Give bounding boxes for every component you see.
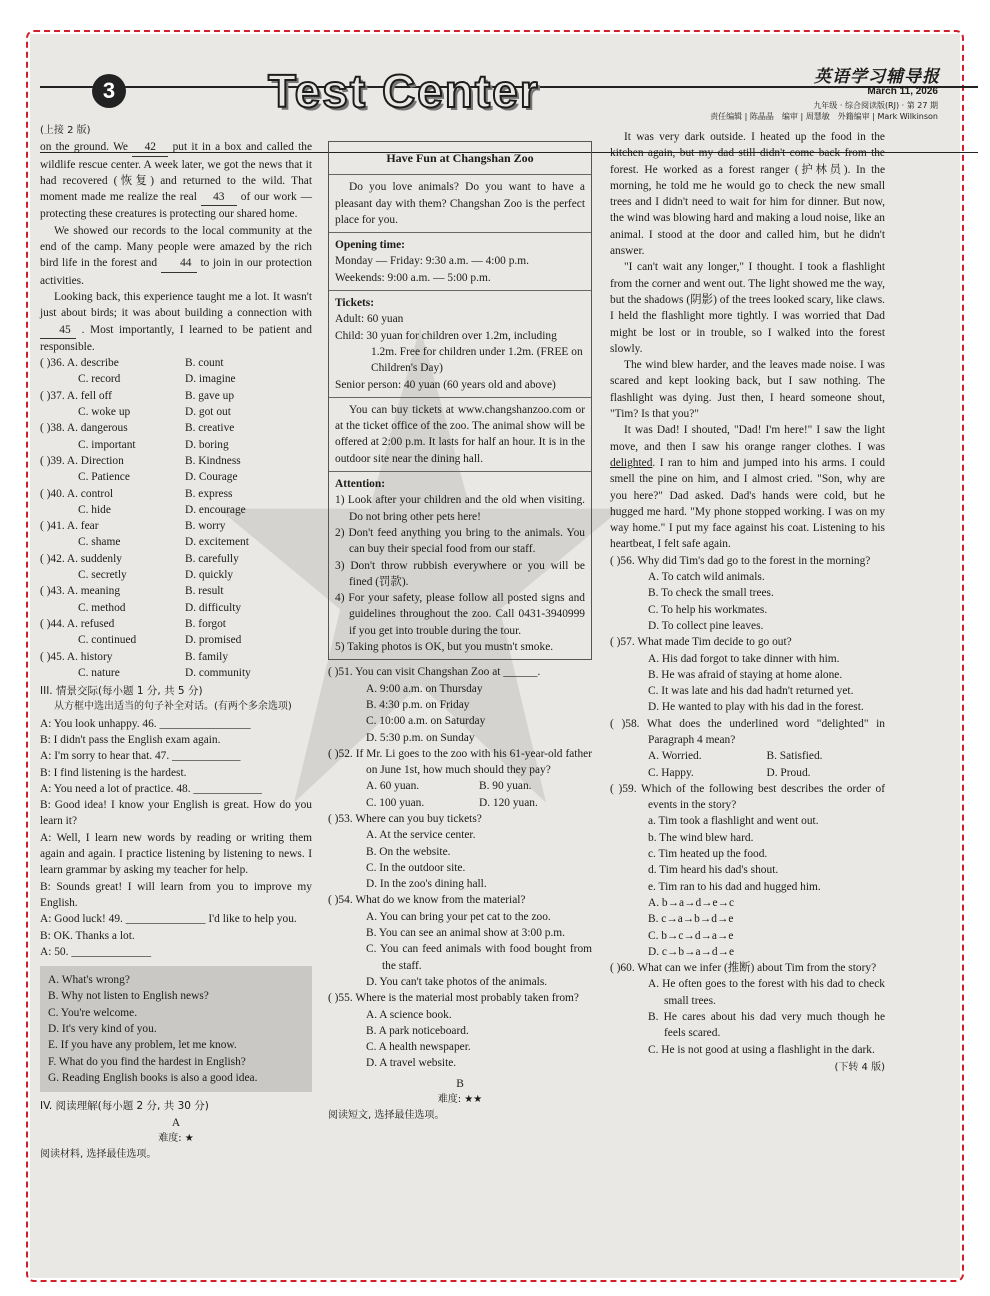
notice-title: Have Fun at Changshan Zoo xyxy=(386,151,534,165)
section-instruction: 阅读材料, 选择最佳选项。 xyxy=(40,1149,157,1161)
choice-item: ( )44. A. refused B. forgot C. continued D. promised xyxy=(40,617,242,647)
question: ( )60. What can we infer (推断) about Tim from the story? A. He often goes to the forest with his dad to check small trees. B. He cares about his dad very much though he feels scared. C. He is not good at using a flashlight in the dark. xyxy=(610,962,885,1056)
question: ( )51. You can visit Changshan Zoo at ______. A. 9:00 a.m. on Thursday B. 4:30 p.m. on Friday C. 10:00 a.m. on Saturday D. 5:30 p.m. on Sunday xyxy=(328,666,541,744)
attention: Attention: 1) Look after your children and the old when visiting. Do not bring other pets here! 2) Don't feed anything you bring to the animals. You can buy their special food from our staff. 3) Don't throw rubbish everywhere or you will be fined (罚款). 4) For your safety, please follow all posted signs and guidelines throughout the zoo. Call 0431-3940999 if you get into trouble during the tour. 5) Taking photos is OK, but you mustn't smoke. xyxy=(329,471,591,659)
zoo-notice xyxy=(328,141,592,660)
subsection-label: B xyxy=(456,1077,464,1090)
option-item: F. What do you find the hardest in English? xyxy=(48,1055,246,1068)
question: ( )52. If Mr. Li goes to the zoo with his 61-year-old father on June 1st, how much should they pay? A. 60 yuan. B. 90 yuan. C. 100 yuan. D. 120 yuan. xyxy=(328,747,592,809)
option-item: A. What's wrong? xyxy=(48,974,130,987)
choice-item: ( )41. A. fear B. worry C. shame D. excitement xyxy=(40,520,249,549)
story-paragraph: It was Dad! I shouted, "Dad! I'm here!" I saw the light move, and then I saw his orange ranger clothes. I was delighted. I ran to him and jumped into his arms. I could smell the pine on him, and I almost cried. "Son, why are you here?" Dad asked. Dad's hands were cold, but he hugged me hard. "My phone stopped working. I was on my way home." I put my face against his coat. Listening to his heartbeat, I felt safe again. xyxy=(610,424,885,551)
choice-item: ( )39. A. Direction B. Kindness C. Patience D. Courage xyxy=(40,454,241,484)
tickets: Tickets: Adult: 60 yuan Child: 30 yuan for children over 1.2m, including 1.2m. Free for children under 1.2m. (FREE on Children's Day) Senior person: 40 yuan (60 years old and above) xyxy=(329,290,591,397)
blank-45: 45 xyxy=(40,322,76,339)
question: ( )54. What do we know from the material? A. You can bring your pet cat to the zoo. B. You can see an animal show at 3:00 p.m. C. You can feed animals with food bought from the staff. D. You can't take photos of the animals. xyxy=(328,894,592,988)
dialogue-line: B: Good idea! I know your English is great. How do you learn it? xyxy=(40,799,312,828)
option-item: G. Reading English books is also a good idea. xyxy=(48,1071,258,1084)
difficulty-label: 难度: ★★ xyxy=(437,1094,483,1106)
continued-note: (上接 2 版) xyxy=(40,125,91,136)
dialogue-line: B: I didn't pass the English exam again. xyxy=(40,733,221,746)
passage-paragraph: Looking back, this experience taught me a lot. It wasn't just about birds; it was about building a connection with 45 . Most importantly, I learned to be patient and responsible. xyxy=(40,290,312,353)
option-item: D. It's very kind of you. xyxy=(48,1023,157,1036)
story-paragraph: It was very dark outside. I heated up the food in the kitchen again, but my dad still didn't come back from the forest. He worked as a forest ranger (护林员). In the morning, he told me he would go to check the new small trees and I didn't need to wait for him for dinner. But now, the wind was blowing hard and making a loud noise, like an animal. I stood at the door and called him, but he didn't answer. xyxy=(610,131,885,258)
column-right xyxy=(610,129,885,1076)
question: ( )57. What made Tim decide to go out? A. His dad forgot to take dinner with him. B. He was afraid of staying at home alone. C. It was late and his dad hadn't returned yet. D. He wanted to play with his dad in the forest. xyxy=(610,636,864,714)
issue-info: 九年级 · 综合阅读版(RJ) · 第 27 期 xyxy=(813,101,938,110)
options-box xyxy=(40,966,312,1092)
cloze-choices xyxy=(40,355,312,681)
choice-item: ( )40. A. control B. express C. hide D. encourage xyxy=(40,487,246,516)
dialogue-line: A: Well, I learn new words by reading or writing them again and again. I practice listening by listening to news. I learn grammar by asking my teacher for help. xyxy=(40,831,312,877)
option-item: E. If you have any problem, let me know. xyxy=(48,1039,237,1052)
subsection-label: A xyxy=(171,1116,181,1129)
passage-paragraph: We showed our records to the local community at the end of the camp. Many people were amazed by the rich bird life in the forest and 44 to join in our protection activities. xyxy=(40,224,312,287)
dialogue-line: B: Sounds great! I will learn from you to improve my English. xyxy=(40,880,312,909)
option-item: B. Why not listen to English news? xyxy=(48,990,209,1003)
opening-time: Opening time: Monday — Friday: 9:30 a.m. — 4:00 p.m. Weekends: 9:00 a.m. — 5:00 p.m. xyxy=(329,232,591,290)
question: ( )56. Why did Tim's dad go to the forest in the morning? A. To catch wild animals. B. To check the small trees. C. To help his workmates. D. To collect pine leaves. xyxy=(610,554,871,632)
notice-intro: Do you love animals? Do you want to have a pleasant day with them? Changshan Zoo is the perfect place for you. xyxy=(329,174,591,232)
question: ( )58. What does the underlined word "delighted" in Paragraph 4 mean? A. Worried. B. Satisfied. C. Happy. D. Proud. xyxy=(610,717,885,779)
page-number-badge: 3 xyxy=(92,74,126,108)
choice-item: ( )42. A. suddenly B. carefully C. secretly D. quickly xyxy=(40,552,239,582)
page-title: Test Center xyxy=(268,65,540,117)
dialogue xyxy=(40,716,312,960)
issue-date: March 11, 2026 xyxy=(867,86,938,97)
choice-item: ( )37. A. fell off B. gave up C. woke up D. got out xyxy=(40,389,235,419)
section-heading: IV. 阅读理解(每小题 2 分, 共 30 分) xyxy=(40,1100,209,1113)
story-paragraph: "I can't wait any longer," I thought. I took a flashlight from the corner and went out. The light showed me the way, but the shadows (阴影) of the trees looked scary, like claws. I held the flashlight more tightly. I was worried that Dad might be lost or in trouble, so I walked into the forest slowly. xyxy=(610,261,885,355)
section-instruction: 从方框中选出适当的句子补全对话。(有两个多余选项) xyxy=(54,701,292,713)
dialogue-line: B: I find listening is the hardest. xyxy=(40,766,187,779)
editors-line: 责任编辑 | 陈晶晶 编审 | 周慧敏 外籍编审 | Mark Wilkinson xyxy=(710,112,938,121)
question: ( )59. Which of the following best describes the order of events in the story? a. Tim took a flashlight and went out. b. The wind blew hard. c. Tim heated up the food. d. Tim heard his dad's shout. e. Tim ran to his dad and hugged him. A. b→a→d→e→c B. c→a→b→d→e C. b→c→d→a→e D. c→b→a→d→e xyxy=(610,782,885,958)
choice-item: ( )38. A. dangerous B. creative C. important D. boring xyxy=(40,422,235,451)
dialogue-line: A: You need a lot of practice. 48. ____________ xyxy=(40,782,262,795)
column-left xyxy=(40,123,312,1163)
choice-item: ( )43. A. meaning B. result C. method D. difficulty xyxy=(40,585,242,614)
section-heading: III. 情景交际(每小题 1 分, 共 5 分) xyxy=(40,685,203,698)
dialogue-line: A: You look unhappy. 46. ________________ xyxy=(40,717,251,730)
underlined-word: delighted xyxy=(610,456,653,469)
blank-42: 42 xyxy=(132,139,168,156)
difficulty-label: 难度: ★ xyxy=(158,1132,194,1144)
blank-44: 44 xyxy=(161,255,197,272)
choice-item: ( )45. A. history B. family C. nature D. community xyxy=(40,650,251,679)
dialogue-line: B: OK. Thanks a lot. xyxy=(40,929,135,942)
dialogue-line: A: Good luck! 49. ______________ I'd like to help you. xyxy=(40,913,297,926)
masthead: 英语学习辅导报 xyxy=(814,67,940,87)
blank-43: 43 xyxy=(201,189,237,206)
question: ( )55. Where is the material most probably taken from? A. A science book. B. A park noticeboard. C. A health newspaper. D. A travel website. xyxy=(328,992,579,1070)
dialogue-line: A: I'm sorry to hear that. 47. ____________ xyxy=(40,750,241,763)
passage-paragraph: on the ground. We 42 put it in a box and called the wildlife rescue center. A week later, we got the news that it had recovered (恢复) and returned to the wild. That moment made me realize the real 43 of our work — protecting these creatures is protecting our shared home. xyxy=(40,141,312,221)
section-instruction: 阅读短文, 选择最佳选项。 xyxy=(328,1110,445,1122)
choice-item: ( )36. A. describe B. count C. record D. imagine xyxy=(40,357,236,386)
question-list xyxy=(610,553,885,1058)
column-middle xyxy=(328,135,592,1125)
question-list xyxy=(328,664,592,1071)
story-paragraph: The wind blew harder, and the leaves made noise. I was scared and kept looking back, but I saw nothing. The flashlight was dying. Just then, I heard someone shout, "Tim? Is that you?" xyxy=(610,359,885,421)
option-item: C. You're welcome. xyxy=(48,1006,138,1019)
question: ( )53. Where can you buy tickets? A. At the service center. B. On the website. C. In the outdoor site. D. In the zoo's dining hall. xyxy=(328,812,487,891)
continued-to-note: (下转 4 版) xyxy=(834,1061,885,1073)
buy-tickets: You can buy tickets at www.changshanzoo.com or at the ticket office of the zoo. The animal show will be offered at 2:00 p.m. It lasts for half an hour. It is in the outdoor site near the dining hall. xyxy=(329,397,591,471)
dialogue-line: A: 50. ______________ xyxy=(40,945,152,958)
